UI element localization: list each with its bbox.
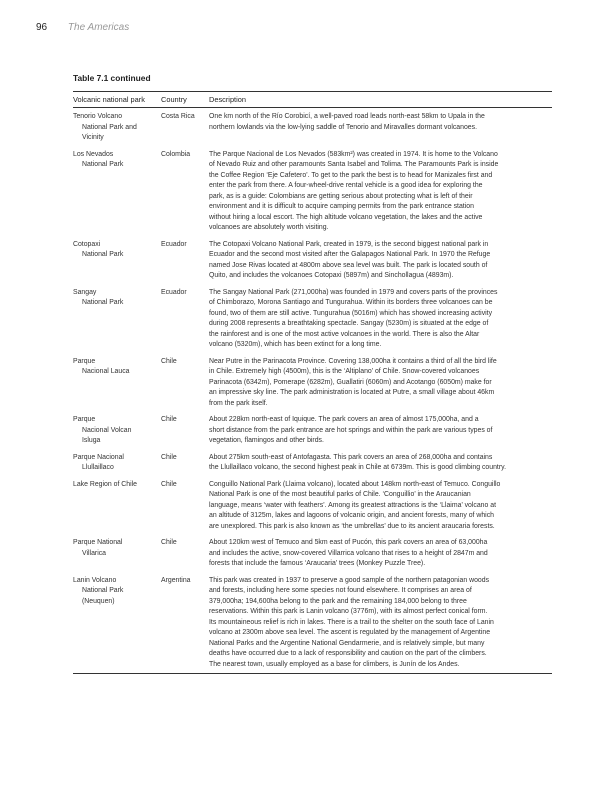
description-line: of Chimborazo, Morona Santiago and Tungurahua. Within its borders three volcanoes can be (209, 299, 493, 306)
description-line: the rainforest and is one of the most active volcanoes in the world. There is also the Altar (209, 330, 480, 338)
country-cell: Ecuador (161, 240, 187, 248)
page-header (36, 22, 129, 33)
country-cell: Colombia (161, 150, 191, 158)
description-line: enter the park from there. A four-wheel-drive rental vehicle is a good idea for exploring the (209, 182, 483, 189)
description-line: One km north of the Río Corobicí, a well-paved road leads north-east 58km to Upala in the (209, 113, 485, 120)
description-line: environment and it is difficult to acquire camping permits from the park entrance station (209, 203, 474, 210)
description-line: Near Putre in the Parinacota Province. Covering 138,000ha it contains a third of all the bird life (209, 357, 497, 365)
park-name-line: Parque (73, 357, 96, 365)
park-name-line: Parque (73, 416, 96, 423)
description-line: National Park is one of the most beautiful parks of Chile. ‘Conguillio’ in the Araucanian (209, 491, 471, 498)
description-line: northern lowlands via the low-lying saddle of Tenorio and Miravalles dormant volcanoes. (209, 123, 477, 131)
park-name-line: Parque Nacional (73, 453, 124, 461)
park-name-line: Sangay (73, 288, 97, 296)
park-name-cell (73, 150, 161, 234)
description-line: the Llullaillaco volcano, the second highest peak in Chile at 6739m. This is good climbing country. (209, 464, 506, 471)
description-line: in Chile. Extremely high (4500m), this is the ‘Altiplano’ of Chile. Snow-covered volcanoes (209, 368, 480, 375)
description-cell (209, 288, 552, 351)
description-line: The Parque Nacional de Los Nevados (583km²) was created in 1974. It is home to the Volcano (209, 150, 498, 158)
park-name-line: Parque National (73, 539, 123, 546)
park-name-line: (Neuquen) (82, 597, 115, 605)
park-name-line: National Park and (82, 123, 137, 131)
description-line: This park was created in 1937 to preserve a good sample of the northern patagonian woods (209, 576, 490, 584)
description-line: named Jose Rivas located at 4800m above sea level was built. The park is located south of (209, 261, 488, 269)
park-name-line: Cotopaxi (73, 240, 101, 248)
description-cell (209, 415, 552, 447)
table-row (73, 538, 552, 570)
page-number: 96 (36, 22, 48, 33)
table-row (73, 288, 552, 351)
country-cell: Chile (161, 539, 177, 546)
description-line: 379,000ha; 194,600ha belong to the park and the remaining 184,000 belong to three (209, 597, 467, 605)
description-line: and includes the active, snow-covered Villarrica volcano that rises to a height of 2847m and (209, 549, 488, 557)
description-cell (209, 576, 552, 671)
description-line: About 275km south-east of Antofagasta. This park covers an area of 268,000ha and contains (209, 453, 493, 461)
description-line: About 120km west of Temuco and 5km east of Pucón, this park covers an area of 63,000ha (209, 539, 488, 546)
park-name-line: National Park (82, 587, 124, 594)
description-line: National Parks and the Argentine National Gendarmerie, and is relatively simple, but many (209, 639, 485, 647)
park-name-line: Tenorio Volcano (73, 113, 123, 120)
table-row (73, 453, 552, 474)
description-cell (209, 538, 552, 570)
description-line: reservations. Within this park is Lanin volcano (3776m), with its almost perfect conical form. (209, 608, 488, 615)
description-line: language, means ‘water with feathers’. Among its greatest attractions is the ‘Llaima’ volcano at (209, 501, 497, 509)
volcanic-parks-table (73, 73, 552, 674)
park-name-line: Lanin Volcano (73, 576, 117, 584)
description-line: are unexplored. This park is also known as ‘the umbrellas’ due to its ancient araucaria forests. (209, 522, 495, 530)
description-cell (209, 150, 552, 234)
table-header-row (73, 91, 552, 108)
description-line: The Sangay National Park (271,000ha) was founded in 1979 and covers parts of the provinces (209, 288, 498, 296)
description-line: the Coffee Region ‘Eje Cafetero’. To get to the park the best is to head for Manizales first and (209, 171, 493, 179)
description-line: from the park itself. (209, 399, 268, 407)
park-name-line: Isluga (82, 437, 101, 444)
description-cell (209, 112, 552, 144)
description-line: an impressive sky line. The park administration is located at Putre, a small village about 46km (209, 389, 495, 396)
table-bottom-rule (73, 673, 552, 674)
park-name-cell (73, 480, 161, 533)
description-line: deaths have occurred due to a lack of responsibility and caution on the part of the climbers. (209, 650, 487, 657)
country-cell: Chile (161, 357, 177, 365)
description-line: park, as is a guide: Colombians are getting serious about protecting what is left of their (209, 192, 473, 200)
description-line: Its mountaineous relief is rich in lakes. There is a trail to the shelter on the south face of Lanin (209, 618, 494, 626)
description-line: Quito, and includes the volcanoes Cotopaxi (5897m) and Sinchollagua (4893m). (209, 272, 454, 279)
description-line: Conguillo National Park (Llaima volcano), located about 148km north-east of Temuco. Conguillo (209, 480, 501, 488)
description-cell (209, 357, 552, 410)
country-cell: Ecuador (161, 288, 187, 296)
park-name-cell (73, 357, 161, 410)
park-name-line: Nacional Volcan (82, 426, 132, 434)
park-name-cell (73, 288, 161, 351)
table-row (73, 415, 552, 447)
park-name-line: Los Nevados (73, 150, 114, 158)
description-line: without hiring a local escort. The high altitude volcano vegetation, the lakes and the active (209, 213, 483, 221)
description-line: vegetation, flamingos and other birds. (209, 437, 324, 444)
description-line: during 2008 represents a breathtaking spectacle. Sangay (5230m) is situated at the edge of (209, 320, 489, 327)
description-line: an altitude of 3125m, lakes and lagoons of volcanic origin, and ancient forests, many of which (209, 512, 494, 519)
description-line: The Cotopaxi Volcano National Park, created in 1979, is the second biggest national park in (209, 240, 489, 248)
description-line: volcano at 2300m above sea level. The ascent is regulated by the management of Argentine (209, 629, 491, 636)
park-name-cell (73, 538, 161, 570)
country-cell: Chile (161, 453, 177, 461)
description-cell (209, 480, 552, 533)
park-name-cell (73, 576, 161, 671)
table-row (73, 112, 552, 144)
description-cell (209, 453, 552, 474)
park-name-line: Nacional Lauca (82, 368, 130, 375)
park-name-line: Lake Region of Chile (73, 480, 137, 488)
country-cell: Argentina (161, 576, 191, 584)
description-line: forests that include the famous ‘Araucaria’ trees (Monkey Puzzle Tree). (209, 560, 426, 567)
table-row (73, 150, 552, 234)
country-cell: Chile (161, 416, 177, 423)
description-line: volcanoes are absolutely worth visiting. (209, 224, 329, 231)
country-cell: Chile (161, 480, 177, 488)
park-name-line: National Park (82, 299, 124, 306)
description-line: The nearest town, usually employed as a base for climbers, is Junín de los Andes. (209, 660, 460, 668)
table-row (73, 480, 552, 533)
description-line: of Nevado Ruiz and other paramounts Santa Isabel and Tolima. The Paramounts Park is inside (209, 161, 499, 168)
description-line: found, two of them are still active. Tungurahua (5016m) which has showed increasing activity (209, 309, 493, 317)
park-name-line: Villarica (82, 549, 106, 557)
table-row (73, 357, 552, 410)
running-title: The Americas (67, 22, 130, 33)
park-name-cell (73, 415, 161, 447)
description-line: About 228km north-east of Iquique. The park covers an area of almost 175,000ha, and a (209, 416, 479, 423)
table-body (73, 112, 552, 670)
description-line: short distance from the park entrance are hot springs and within the park are various types of (209, 426, 493, 434)
park-name-line: National Park (82, 251, 124, 258)
park-name-cell (73, 453, 161, 474)
column-header-country: Country (161, 95, 187, 104)
park-name-line: National Park (82, 161, 124, 168)
country-cell: Costa Rica (161, 113, 195, 120)
park-name-cell (73, 240, 161, 282)
table-caption: Table 7.1 continued (73, 73, 151, 83)
park-name-cell (73, 112, 161, 144)
park-name-line: Llullaillaco (82, 464, 114, 471)
table-row (73, 240, 552, 282)
description-line: volcano (5320m), which has been extinct for a long time. (209, 341, 382, 348)
table-row (73, 576, 552, 671)
description-line: Parinacota (6342m), Pomerape (6282m), Guallatiri (6060m) and Acotango (6050m) make for (209, 378, 492, 386)
column-header-park: Volcanic national park (73, 95, 145, 104)
description-line: and forests, including here some species not found elsewhere. It comprises an area of (209, 587, 472, 594)
park-name-line: Vicinity (82, 134, 104, 141)
description-cell (209, 240, 552, 282)
description-line: Ecuador and the second most visited after the Galapagos National Park. In 1970 the Refuge (209, 251, 491, 258)
column-header-description: Description (209, 95, 246, 104)
